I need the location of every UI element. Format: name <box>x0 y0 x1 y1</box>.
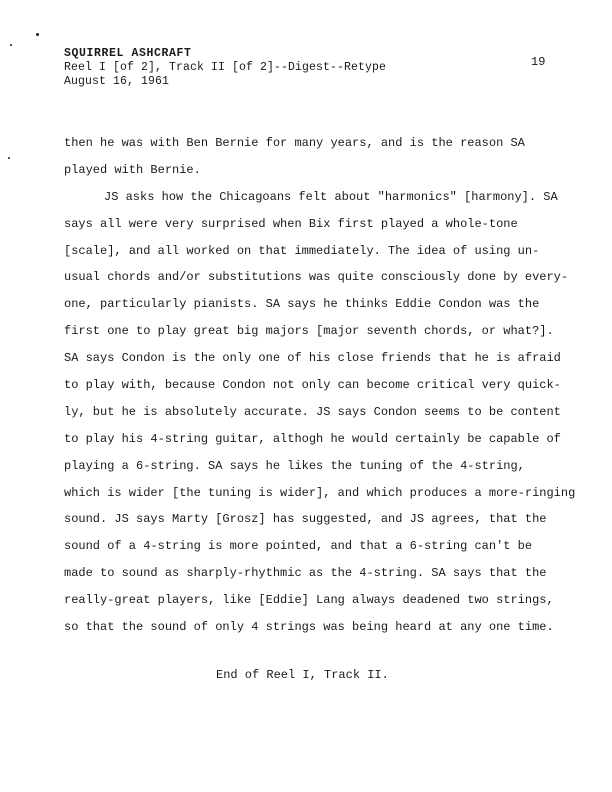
body-line: JS asks how the Chicagoans felt about "harmonics" [harmony]. SA <box>104 189 558 204</box>
body-line: SA says Condon is the only one of his close friends that he is afraid <box>64 351 561 366</box>
body-line: usual chords and/or substitutions was quite consciously done by every- <box>64 270 569 285</box>
body-line: to play with, because Condon not only can become critical very quick- <box>64 378 561 393</box>
body-line: sound of a 4-string is more pointed, and that a 6-string can't be <box>64 539 533 554</box>
header-title: SQUIRREL ASHCRAFT <box>64 47 192 60</box>
body-line: ly, but he is absolutely accurate. JS says Condon seems to be content <box>64 404 561 419</box>
body-line: sound. JS says Marty [Grosz] has suggested, and JS agrees, that the <box>64 512 547 527</box>
end-of-reel-note: End of Reel I, Track II. <box>216 668 389 682</box>
page-number: 19 <box>531 55 546 69</box>
header-date: August 16, 1961 <box>64 75 170 88</box>
body-line: playing a 6-string. SA says he likes the tuning of the 4-string, <box>64 458 525 473</box>
header-reel-info: Reel I [of 2], Track II [of 2]--Digest--Retype <box>64 61 387 74</box>
body-line: one, particularly pianists. SA says he thinks Eddie Condon was the <box>64 297 540 312</box>
scan-speck <box>10 44 12 46</box>
body-line: [scale], and all worked on that immediately. The idea of using un- <box>64 243 540 258</box>
body-line: played with Bernie. <box>64 162 201 177</box>
body-line: which is wider [the tuning is wider], and which produces a more-ringing <box>64 485 576 500</box>
body-line: to play his 4-string guitar, althogh he would certainly be capable of <box>64 431 561 446</box>
body-line: says all were very surprised when Bix first played a whole-tone <box>64 216 518 231</box>
body-line: first one to play great big majors [major seventh chords, or what?]. <box>64 324 554 339</box>
body-line: so that the sound of only 4 strings was being heard at any one time. <box>64 620 554 635</box>
scan-speck <box>36 33 39 36</box>
scan-speck <box>8 157 10 159</box>
body-line: made to sound as sharply-rhythmic as the 4-string. SA says that the <box>64 566 547 581</box>
body-line: really-great players, like [Eddie] Lang always deadened two strings, <box>64 593 554 608</box>
document-header <box>64 47 386 89</box>
body-line: then he was with Ben Bernie for many years, and is the reason SA <box>64 136 525 150</box>
body-text <box>64 130 576 641</box>
